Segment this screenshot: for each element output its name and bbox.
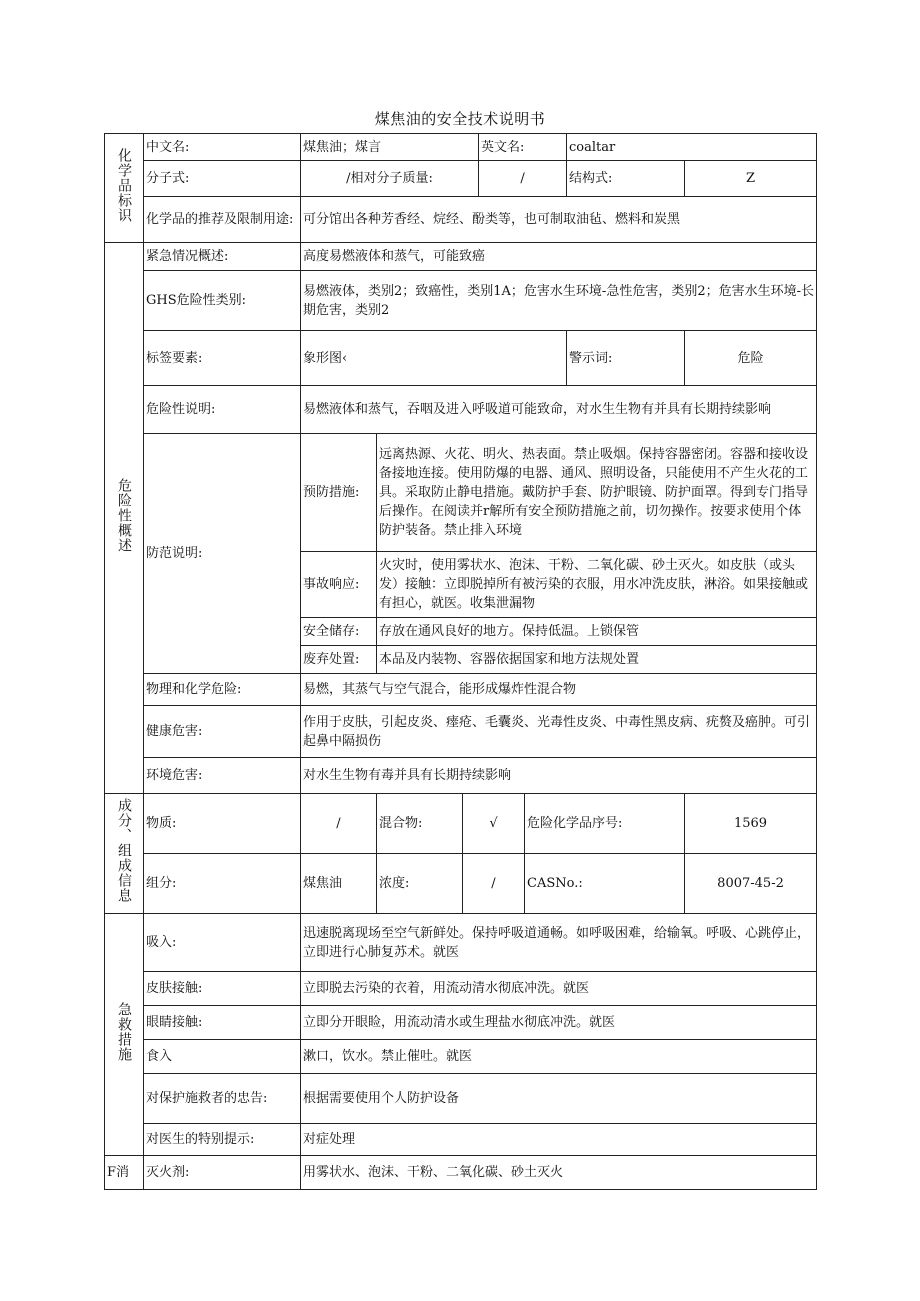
- cas-label: CASNo.:: [525, 854, 685, 914]
- mixture-value: √: [463, 794, 525, 854]
- health-label: 健康危害:: [144, 706, 301, 758]
- cas-value: 8007-45-2: [685, 854, 817, 914]
- catalog-label: 危险化学品序号:: [525, 794, 685, 854]
- ingestion-label: 食入: [144, 1040, 301, 1074]
- formula-value: /相对分子质量:: [301, 161, 479, 197]
- rescuer-value: 根据需要使用个人防护设备: [301, 1074, 817, 1124]
- hazard-statement-value: 易燃液体和蒸气，吞咽及进入呼吸道可能致命，对水生生物有并具有长期持续影响: [301, 386, 817, 434]
- eye-label: 眼睛接触:: [144, 1006, 301, 1040]
- signal-word-label: 警示词:: [567, 331, 685, 386]
- section-hazard: [105, 243, 144, 794]
- response-label: 事故响应:: [301, 552, 377, 618]
- formula-label: 分子式:: [144, 161, 301, 197]
- component-value: 煤焦油: [301, 854, 377, 914]
- precaution-label: 防范说明:: [144, 434, 301, 674]
- ghs-value: 易燃液体，类别2；致癌性，类别1A；危害水生环境-急性危害，类别2；危害水生环境-长期危害，类别2: [301, 271, 817, 331]
- substance-label: 物质:: [144, 794, 301, 854]
- doctor-value: 对症处理: [301, 1124, 817, 1156]
- emergency-value: 高度易燃液体和蒸气，可能致癌: [301, 243, 817, 271]
- label-elements-label: 标签要素:: [144, 331, 301, 386]
- concentration-label: 浓度:: [377, 854, 463, 914]
- env-value: 对水生生物有毒并具有长期持续影响: [301, 758, 817, 794]
- chinese-name-label: 中文名:: [144, 134, 301, 161]
- hazard-statement-label: 危险性说明:: [144, 386, 301, 434]
- prevention-value: 远离热源、火花、明火、热表面。禁止吸烟。保持容器密闭。容器和接收设备接地连接。使用防爆的电器、通风、照明设备，只能使用不产生火花的工具。采取防止静电措施。戴防护手套、防护眼镜、防护面罩。得到专门指导后操作。在阅读并r解所有安全预防措施之前，切勿操作。按要求使用个体防护装备。禁止排入环境: [377, 434, 817, 552]
- health-value: 作用于皮肤，引起皮炎、瘗疮、毛囊炎、光毒性皮炎、中毒性黑皮病、疣赘及癌肿。可引起鼻中隔损伤: [301, 706, 817, 758]
- english-name-value: coaltar: [567, 134, 817, 161]
- skin-label: 皮肤接触:: [144, 972, 301, 1006]
- section-composition-label: 成分、组成信息: [116, 798, 132, 903]
- document-title: 煤焦油的安全技术说明书: [374, 110, 546, 128]
- section-composition: [105, 794, 144, 914]
- catalog-value: 1569: [685, 794, 817, 854]
- english-name-label: 英文名:: [479, 134, 567, 161]
- structure-value: Z: [685, 161, 817, 197]
- skin-value: 立即脱去污染的衣着，用流动清水彻底冲洗。就医: [301, 972, 817, 1006]
- storage-label: 安全储存:: [301, 618, 377, 646]
- substance-value: /: [301, 794, 377, 854]
- physchem-value: 易燃，其蒸气与空气混合，能形成爆炸性混合物: [301, 674, 817, 706]
- chinese-name-value: 煤焦油；煤言: [301, 134, 479, 161]
- section-firefighting: F消: [105, 1156, 144, 1190]
- eye-value: 立即分开眼睑，用流动清水或生理盐水彻底冲洗。就医: [301, 1006, 817, 1040]
- concentration-value: /: [463, 854, 525, 914]
- extinguishing-agent-value: 用雾状水、泡沫、干粉、二氧化碳、砂土灭火: [301, 1156, 817, 1190]
- rescuer-label: 对保护施救者的忠告:: [144, 1074, 301, 1124]
- mixture-label: 混合物:: [377, 794, 463, 854]
- sds-table: [104, 133, 817, 1190]
- use-value: 可分馆出各种芳香经、烷经、酚类等，也可制取油毡、燃料和炭黑: [301, 197, 817, 243]
- component-label: 组分:: [144, 854, 301, 914]
- ingestion-value: 漱口，饮水。禁止催吐。就医: [301, 1040, 817, 1074]
- ghs-label: GHS危险性类别:: [144, 271, 301, 331]
- physchem-label: 物理和化学危险:: [144, 674, 301, 706]
- section-first-aid-label: 急救措施: [116, 1001, 132, 1062]
- pictogram-value: 象形图‹: [301, 331, 567, 386]
- inhalation-label: 吸入:: [144, 914, 301, 972]
- use-label: 化学品的推荐及限制用途:: [144, 197, 301, 243]
- doctor-label: 对医生的特别提示:: [144, 1124, 301, 1156]
- section-hazard-label: 危险性概述: [116, 477, 132, 553]
- extinguishing-agent-label: 灭火剂:: [144, 1156, 301, 1190]
- disposal-label: 废弃处置:: [301, 646, 377, 674]
- emergency-label: 紧急情况概述:: [144, 243, 301, 271]
- inhalation-value: 迅速脱离现场至空气新鲜处。保持呼吸道通畅。如呼吸困难，给输氧。呼吸、心跳停止，立即进行心肺复苏术。就医: [301, 914, 817, 972]
- molecular-weight-value: /: [479, 161, 567, 197]
- section-identification-label: 化学品标识: [116, 147, 132, 223]
- response-value: 火灾时，使用雾状水、泡沫、干粉、二氧化碳、砂土灭火。如皮肤（或头发）接触：立即脱掉所有被污染的衣服，用水冲洗皮肤，淋浴。如果接触或有担心，就医。收集泄漏物: [377, 552, 817, 618]
- disposal-value: 本品及内装物、容器依据国家和地方法规处置: [377, 646, 817, 674]
- section-identification: [105, 134, 144, 243]
- prevention-label: 预防措施:: [301, 434, 377, 552]
- structure-label: 结构式:: [567, 161, 685, 197]
- section-first-aid: [105, 914, 144, 1156]
- storage-value: 存放在通风良好的地方。保持低温。上锁保管: [377, 618, 817, 646]
- signal-word-value: 危险: [685, 331, 817, 386]
- env-label: 环境危害:: [144, 758, 301, 794]
